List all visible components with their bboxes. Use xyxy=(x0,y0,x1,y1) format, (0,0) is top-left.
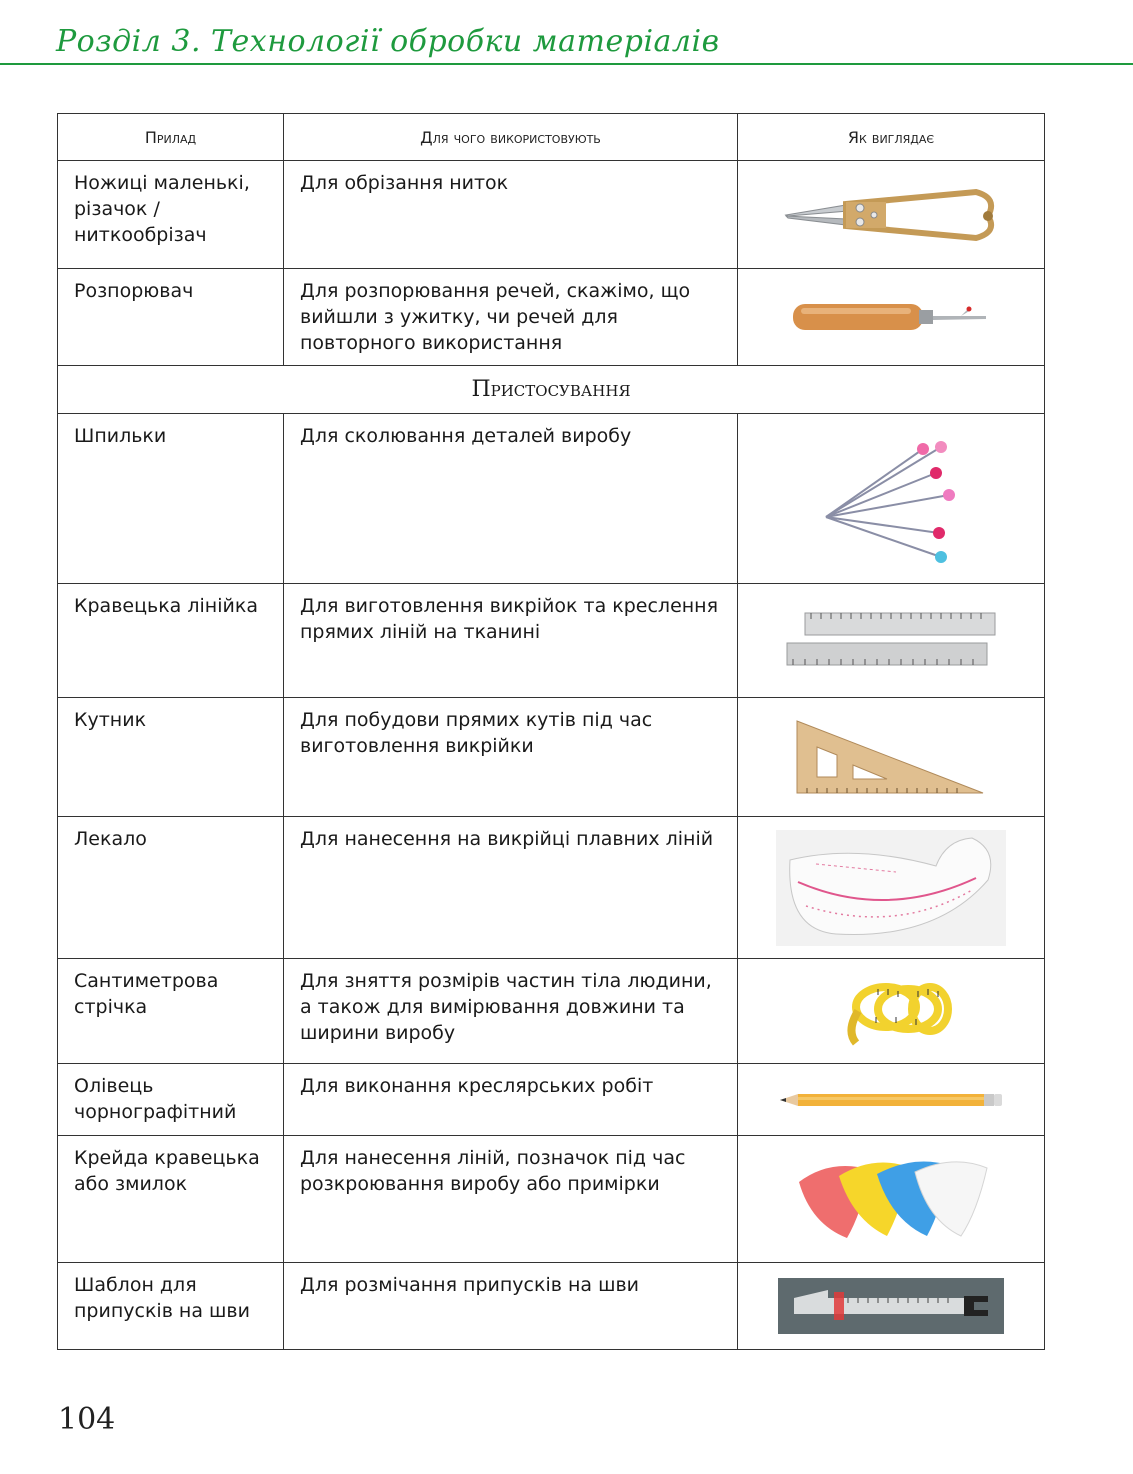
tool-use: Для розпорювання речей, скажімо, що вийшли з ужитку, чи речей для повторного використання xyxy=(284,269,738,366)
tool-name: Шпильки xyxy=(58,414,284,584)
tool-image-cell xyxy=(738,414,1045,584)
tool-image-cell xyxy=(738,1136,1045,1263)
table-header-row xyxy=(58,114,1045,161)
table-row xyxy=(58,584,1045,698)
tailors-chalk-icon xyxy=(791,1154,991,1244)
tool-name: Ножиці маленькі, різачок / ниткообрізач xyxy=(58,161,284,269)
tool-name: Шаблон для припусків на шви xyxy=(58,1263,284,1350)
tool-image-cell xyxy=(738,817,1045,959)
table-row xyxy=(58,959,1045,1064)
seam-ripper-icon xyxy=(781,292,1001,342)
section-row xyxy=(58,366,1045,414)
tool-use: Для обрізання ниток xyxy=(284,161,738,269)
tool-use: Для зняття розмірів частин тіла людини, а також для вимірювання довжини та ширини виробу xyxy=(284,959,738,1064)
tool-image-cell xyxy=(738,698,1045,817)
table-row xyxy=(58,269,1045,366)
header-divider xyxy=(0,63,1133,65)
tool-use: Для виконання креслярських робіт xyxy=(284,1064,738,1136)
table-row xyxy=(58,698,1045,817)
tool-use: Для нанесення ліній, позначок під час розкроювання виробу або примірки xyxy=(284,1136,738,1263)
tool-image-cell xyxy=(738,959,1045,1064)
tool-name: Лекало xyxy=(58,817,284,959)
tool-name: Кутник xyxy=(58,698,284,817)
table-row xyxy=(58,161,1045,269)
table-row xyxy=(58,1263,1045,1350)
tool-use: Для виготовлення викрійок та креслення прямих ліній на тканині xyxy=(284,584,738,698)
pins-icon xyxy=(811,429,971,569)
tool-use: Для побудови прямих кутів під час виготовлення викрійки xyxy=(284,698,738,817)
column-header-purpose: Для чого використовують xyxy=(284,114,738,161)
pencil-icon xyxy=(778,1090,1004,1110)
tool-name: Крейда кравецька або змилок xyxy=(58,1136,284,1263)
column-header-tool: Прилад xyxy=(58,114,284,161)
tool-name: Розпорювач xyxy=(58,269,284,366)
thread-snips-icon xyxy=(776,180,1006,250)
column-header-appearance: Як виглядає xyxy=(738,114,1045,161)
tool-name: Кравецька лінійка xyxy=(58,584,284,698)
tool-image-cell xyxy=(738,1263,1045,1350)
tape-measure-icon xyxy=(826,971,956,1051)
table-row xyxy=(58,1064,1045,1136)
tools-table xyxy=(57,113,1045,1350)
set-square-icon xyxy=(791,715,991,799)
seam-gauge-icon xyxy=(778,1278,1004,1334)
tool-image-cell xyxy=(738,584,1045,698)
section-title: Пристосування xyxy=(58,366,1045,414)
tool-use: Для нанесення на викрійці плавних ліній xyxy=(284,817,738,959)
tool-image-cell xyxy=(738,269,1045,366)
table-row xyxy=(58,414,1045,584)
french-curve-icon xyxy=(776,830,1006,946)
tool-name: Сантиметрова стрічка xyxy=(58,959,284,1064)
tool-use: Для сколювання деталей виробу xyxy=(284,414,738,584)
ruler-icon xyxy=(781,609,1001,673)
page-number: 104 xyxy=(58,1402,116,1437)
tool-name: Олівець чорнографітний xyxy=(58,1064,284,1136)
tool-image-cell xyxy=(738,1064,1045,1136)
tool-use: Для розмічання припусків на шви xyxy=(284,1263,738,1350)
chapter-title: Розділ 3. Технології обробки матеріалів xyxy=(56,24,720,59)
tool-image-cell xyxy=(738,161,1045,269)
table-row xyxy=(58,817,1045,959)
table-row xyxy=(58,1136,1045,1263)
